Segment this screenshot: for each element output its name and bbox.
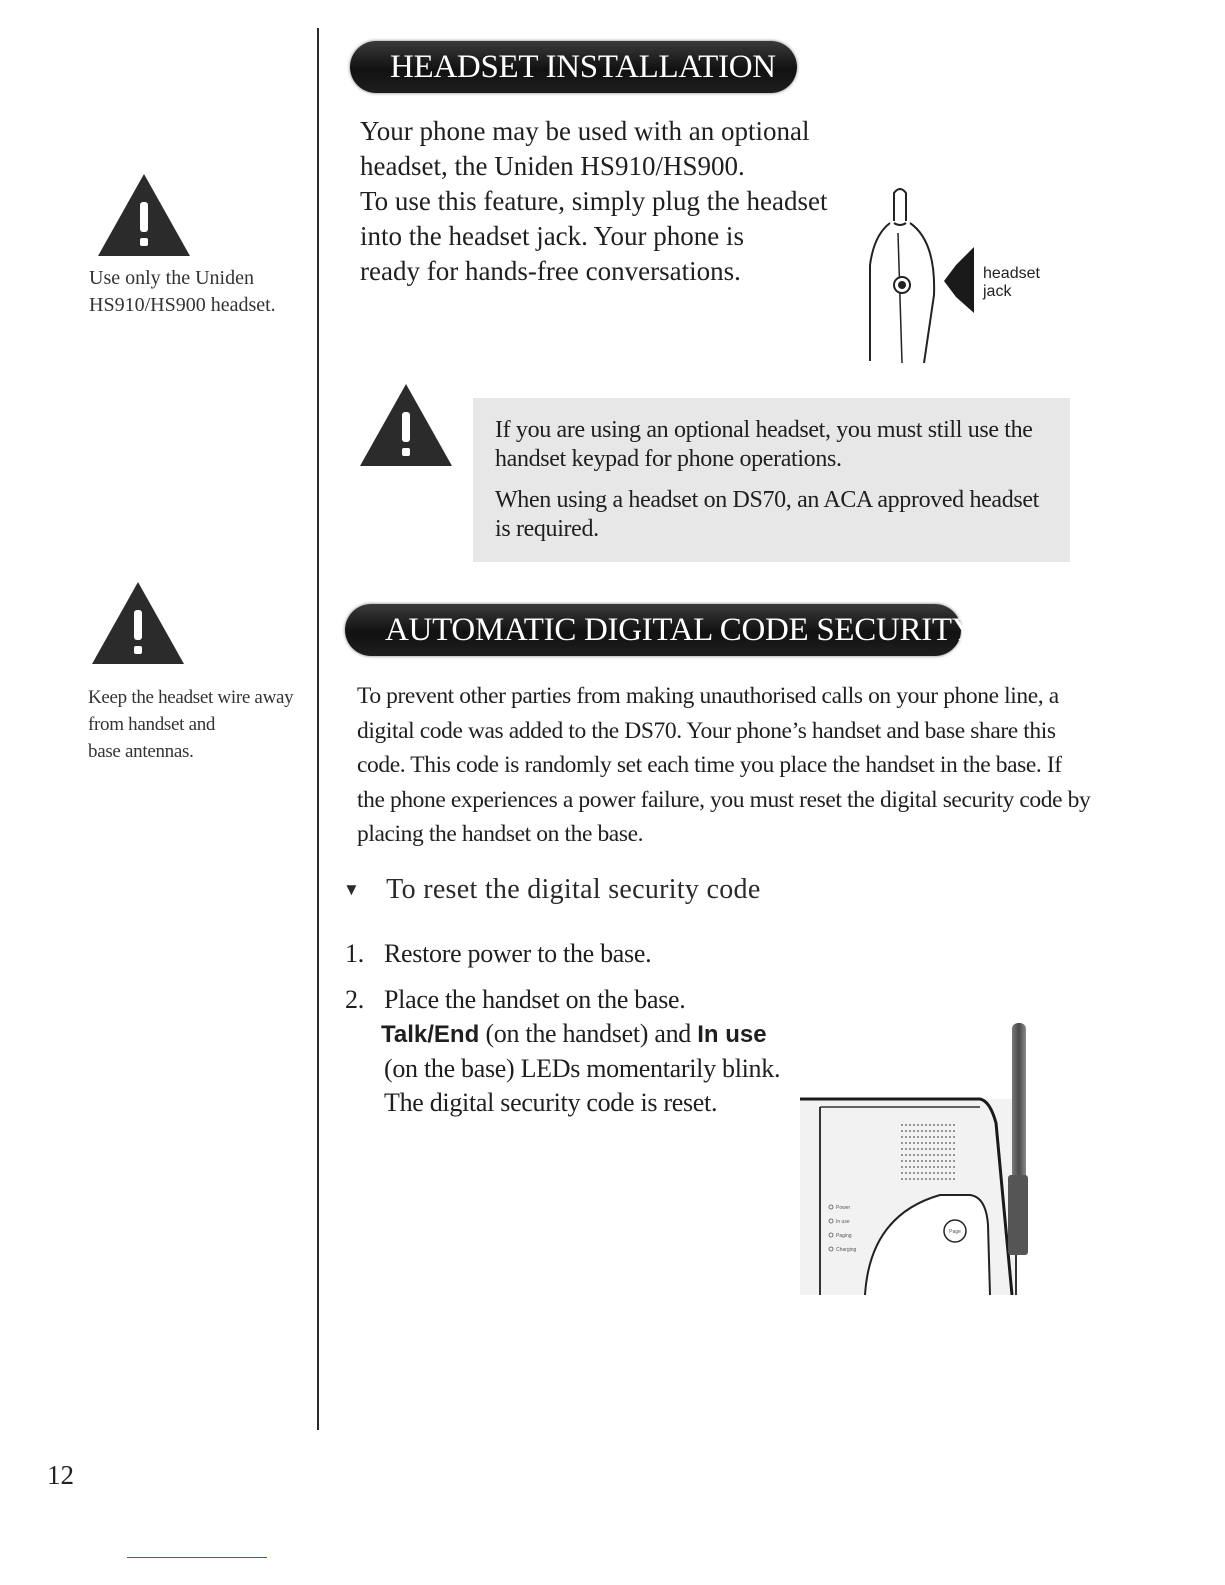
- grille-dot: [945, 1130, 947, 1132]
- grille-dot: [929, 1160, 931, 1162]
- grille-dot: [937, 1154, 939, 1156]
- page-number: 12: [47, 1460, 74, 1490]
- grille-dot: [929, 1142, 931, 1144]
- headset-callout: [473, 398, 1070, 562]
- grille-dot: [925, 1166, 927, 1168]
- grille-dot: [909, 1130, 911, 1132]
- grille-dot: [937, 1160, 939, 1162]
- grille-dot: [929, 1136, 931, 1138]
- grille-dot: [905, 1142, 907, 1144]
- grille-dot: [913, 1148, 915, 1150]
- grille-dot: [917, 1130, 919, 1132]
- grille-dot: [921, 1124, 923, 1126]
- grille-dot: [937, 1130, 939, 1132]
- grille-dot: [901, 1166, 903, 1168]
- grille-dot: [913, 1178, 915, 1180]
- grille-dot: [949, 1148, 951, 1150]
- grille-dot: [933, 1154, 935, 1156]
- grille-dot: [913, 1124, 915, 1126]
- grille-dot: [933, 1172, 935, 1174]
- svg-text:Paging: Paging: [836, 1233, 852, 1239]
- grille-dot: [933, 1130, 935, 1132]
- grille-dot: [905, 1160, 907, 1162]
- svg-text:Charging: Charging: [836, 1247, 857, 1253]
- grille-dot: [953, 1142, 955, 1144]
- step-1: 1. Restore power to the base.: [345, 939, 652, 968]
- grille-dot: [953, 1178, 955, 1180]
- grille-dot: [933, 1124, 935, 1126]
- grille-dot: [905, 1124, 907, 1126]
- grille-dot: [909, 1172, 911, 1174]
- grille-dot: [913, 1154, 915, 1156]
- grille-dot: [941, 1160, 943, 1162]
- warning-icon: [90, 580, 186, 666]
- grille-dot: [925, 1142, 927, 1144]
- grille-dot: [929, 1172, 931, 1174]
- grille-dot: [945, 1172, 947, 1174]
- grille-dot: [909, 1154, 911, 1156]
- grille-dot: [921, 1172, 923, 1174]
- grille-dot: [925, 1172, 927, 1174]
- grille-dot: [929, 1154, 931, 1156]
- grille-dot: [941, 1178, 943, 1180]
- grille-dot: [945, 1166, 947, 1168]
- grille-dot: [925, 1178, 927, 1180]
- step-2: 2. Place the handset on the base. Talk/End (on the handset) and In use (on the base) LEDs momentarily blink. The digital security code is reset.: [345, 985, 781, 1117]
- grille-dot: [905, 1130, 907, 1132]
- svg-text:Power: Power: [836, 1205, 851, 1211]
- grille-dot: [925, 1124, 927, 1126]
- grille-dot: [933, 1160, 935, 1162]
- grille-dot: [925, 1148, 927, 1150]
- grille-dot: [917, 1154, 919, 1156]
- sidebar-note-wire: Keep the headset wire away from handset and base antennas.: [88, 687, 294, 762]
- grille-dot: [913, 1166, 915, 1168]
- grille-dot: [941, 1130, 943, 1132]
- grille-dot: [937, 1148, 939, 1150]
- grille-dot: [949, 1154, 951, 1156]
- svg-text:In use: In use: [836, 1219, 850, 1225]
- grille-dot: [949, 1178, 951, 1180]
- grille-dot: [917, 1124, 919, 1126]
- grille-dot: [917, 1160, 919, 1162]
- grille-dot: [925, 1160, 927, 1162]
- grille-dot: [909, 1160, 911, 1162]
- grille-dot: [937, 1136, 939, 1138]
- grille-dot: [909, 1166, 911, 1168]
- headset-jack-label: headset jack: [983, 265, 1040, 300]
- grille-dot: [909, 1124, 911, 1126]
- grille-dot: [941, 1154, 943, 1156]
- grille-dot: [953, 1130, 955, 1132]
- grille-dot: [953, 1172, 955, 1174]
- grille-dot: [909, 1142, 911, 1144]
- grille-dot: [909, 1136, 911, 1138]
- grille-dot: [937, 1142, 939, 1144]
- grille-dot: [953, 1154, 955, 1156]
- talk-end-button-label: Talk/End: [381, 1021, 480, 1048]
- grille-dot: [937, 1178, 939, 1180]
- grille-dot: [913, 1172, 915, 1174]
- triangle-bullet-icon: ▼: [343, 880, 361, 899]
- grille-dot: [901, 1160, 903, 1162]
- grille-dot: [905, 1172, 907, 1174]
- grille-dot: [917, 1148, 919, 1150]
- grille-dot: [945, 1142, 947, 1144]
- grille-dot: [905, 1136, 907, 1138]
- grille-dot: [945, 1154, 947, 1156]
- grille-dot: [905, 1148, 907, 1150]
- grille-dot: [901, 1178, 903, 1180]
- base-unit-illustration: [790, 1015, 1045, 1295]
- grille-dot: [953, 1160, 955, 1162]
- grille-dot: [949, 1124, 951, 1126]
- warning-icon: [96, 172, 192, 258]
- grille-dot: [949, 1130, 951, 1132]
- grille-dot: [905, 1178, 907, 1180]
- callout-paragraph-1: If you are using an optional headset, you must still use the handset keypad for phone operations.: [495, 417, 1033, 472]
- headset-intro: Your phone may be used with an optional headset, the Uniden HS910/HS900. To use this feature, simply plug the headset into the headset jack. Your phone is ready for hands-free conversations.: [360, 116, 828, 286]
- grille-dot: [901, 1130, 903, 1132]
- grille-dot: [921, 1148, 923, 1150]
- reset-subheading: ▼ To reset the digital security code: [343, 874, 761, 905]
- grille-dot: [921, 1136, 923, 1138]
- grille-dot: [949, 1142, 951, 1144]
- grille-dot: [941, 1142, 943, 1144]
- grille-dot: [953, 1166, 955, 1168]
- grille-dot: [917, 1142, 919, 1144]
- grille-dot: [945, 1124, 947, 1126]
- grille-dot: [949, 1136, 951, 1138]
- grille-dot: [905, 1166, 907, 1168]
- grille-dot: [917, 1172, 919, 1174]
- page-button-label: Page: [949, 1229, 961, 1235]
- grille-dot: [933, 1136, 935, 1138]
- handset-jack-illustration: [860, 185, 980, 367]
- grille-dot: [941, 1136, 943, 1138]
- grille-dot: [909, 1148, 911, 1150]
- grille-dot: [913, 1160, 915, 1162]
- grille-dot: [937, 1172, 939, 1174]
- grille-dot: [949, 1160, 951, 1162]
- grille-dot: [917, 1178, 919, 1180]
- grille-dot: [901, 1142, 903, 1144]
- grille-dot: [941, 1172, 943, 1174]
- grille-dot: [941, 1148, 943, 1150]
- grille-dot: [929, 1124, 931, 1126]
- grille-dot: [945, 1160, 947, 1162]
- grille-dot: [921, 1178, 923, 1180]
- grille-dot: [949, 1172, 951, 1174]
- grille-dot: [925, 1130, 927, 1132]
- grille-dot: [953, 1148, 955, 1150]
- grille-dot: [921, 1142, 923, 1144]
- sidebar-note-headset: Use only the Uniden HS910/HS900 headset.: [89, 267, 276, 316]
- grille-dot: [913, 1136, 915, 1138]
- grille-dot: [901, 1124, 903, 1126]
- grille-dot: [901, 1172, 903, 1174]
- grille-dot: [949, 1166, 951, 1168]
- grille-dot: [901, 1136, 903, 1138]
- grille-dot: [925, 1154, 927, 1156]
- grille-dot: [921, 1154, 923, 1156]
- grille-dot: [933, 1142, 935, 1144]
- grille-dot: [921, 1160, 923, 1162]
- grille-dot: [929, 1130, 931, 1132]
- grille-dot: [901, 1154, 903, 1156]
- column-divider: [317, 28, 319, 1430]
- grille-dot: [909, 1178, 911, 1180]
- grille-dot: [913, 1130, 915, 1132]
- warning-icon: [358, 382, 454, 468]
- grille-dot: [933, 1166, 935, 1168]
- grille-dot: [921, 1130, 923, 1132]
- grille-dot: [937, 1124, 939, 1126]
- security-body: To prevent other parties from making unauthorised calls on your phone line, a digital code was added to the DS70. Your phone’s handset and base share this code. This code is randomly set each time you place the handset in the base. If the phone experiences a power failure, you must reset the digital security code by placing the handset on the base.: [357, 683, 1091, 847]
- grille-dot: [953, 1136, 955, 1138]
- grille-dot: [929, 1148, 931, 1150]
- grille-dot: [953, 1124, 955, 1126]
- grille-dot: [901, 1148, 903, 1150]
- section-title-security: AUTOMATIC DIGITAL CODE SECURITY: [345, 604, 961, 656]
- bottom-rule: [127, 1557, 267, 1558]
- in-use-button-label: In use: [697, 1021, 767, 1048]
- grille-dot: [929, 1178, 931, 1180]
- grille-dot: [917, 1166, 919, 1168]
- grille-dot: [921, 1166, 923, 1168]
- grille-dot: [941, 1124, 943, 1126]
- grille-dot: [925, 1136, 927, 1138]
- grille-dot: [945, 1178, 947, 1180]
- grille-dot: [929, 1166, 931, 1168]
- grille-dot: [917, 1136, 919, 1138]
- section-title-headset: HEADSET INSTALLATION: [350, 41, 797, 93]
- callout-paragraph-2: When using a headset on DS70, an ACA approved headset is required.: [495, 487, 1039, 542]
- grille-dot: [937, 1166, 939, 1168]
- grille-dot: [905, 1154, 907, 1156]
- grille-dot: [933, 1148, 935, 1150]
- grille-dot: [933, 1178, 935, 1180]
- grille-dot: [945, 1136, 947, 1138]
- grille-dot: [941, 1166, 943, 1168]
- grille-dot: [945, 1148, 947, 1150]
- grille-dot: [913, 1142, 915, 1144]
